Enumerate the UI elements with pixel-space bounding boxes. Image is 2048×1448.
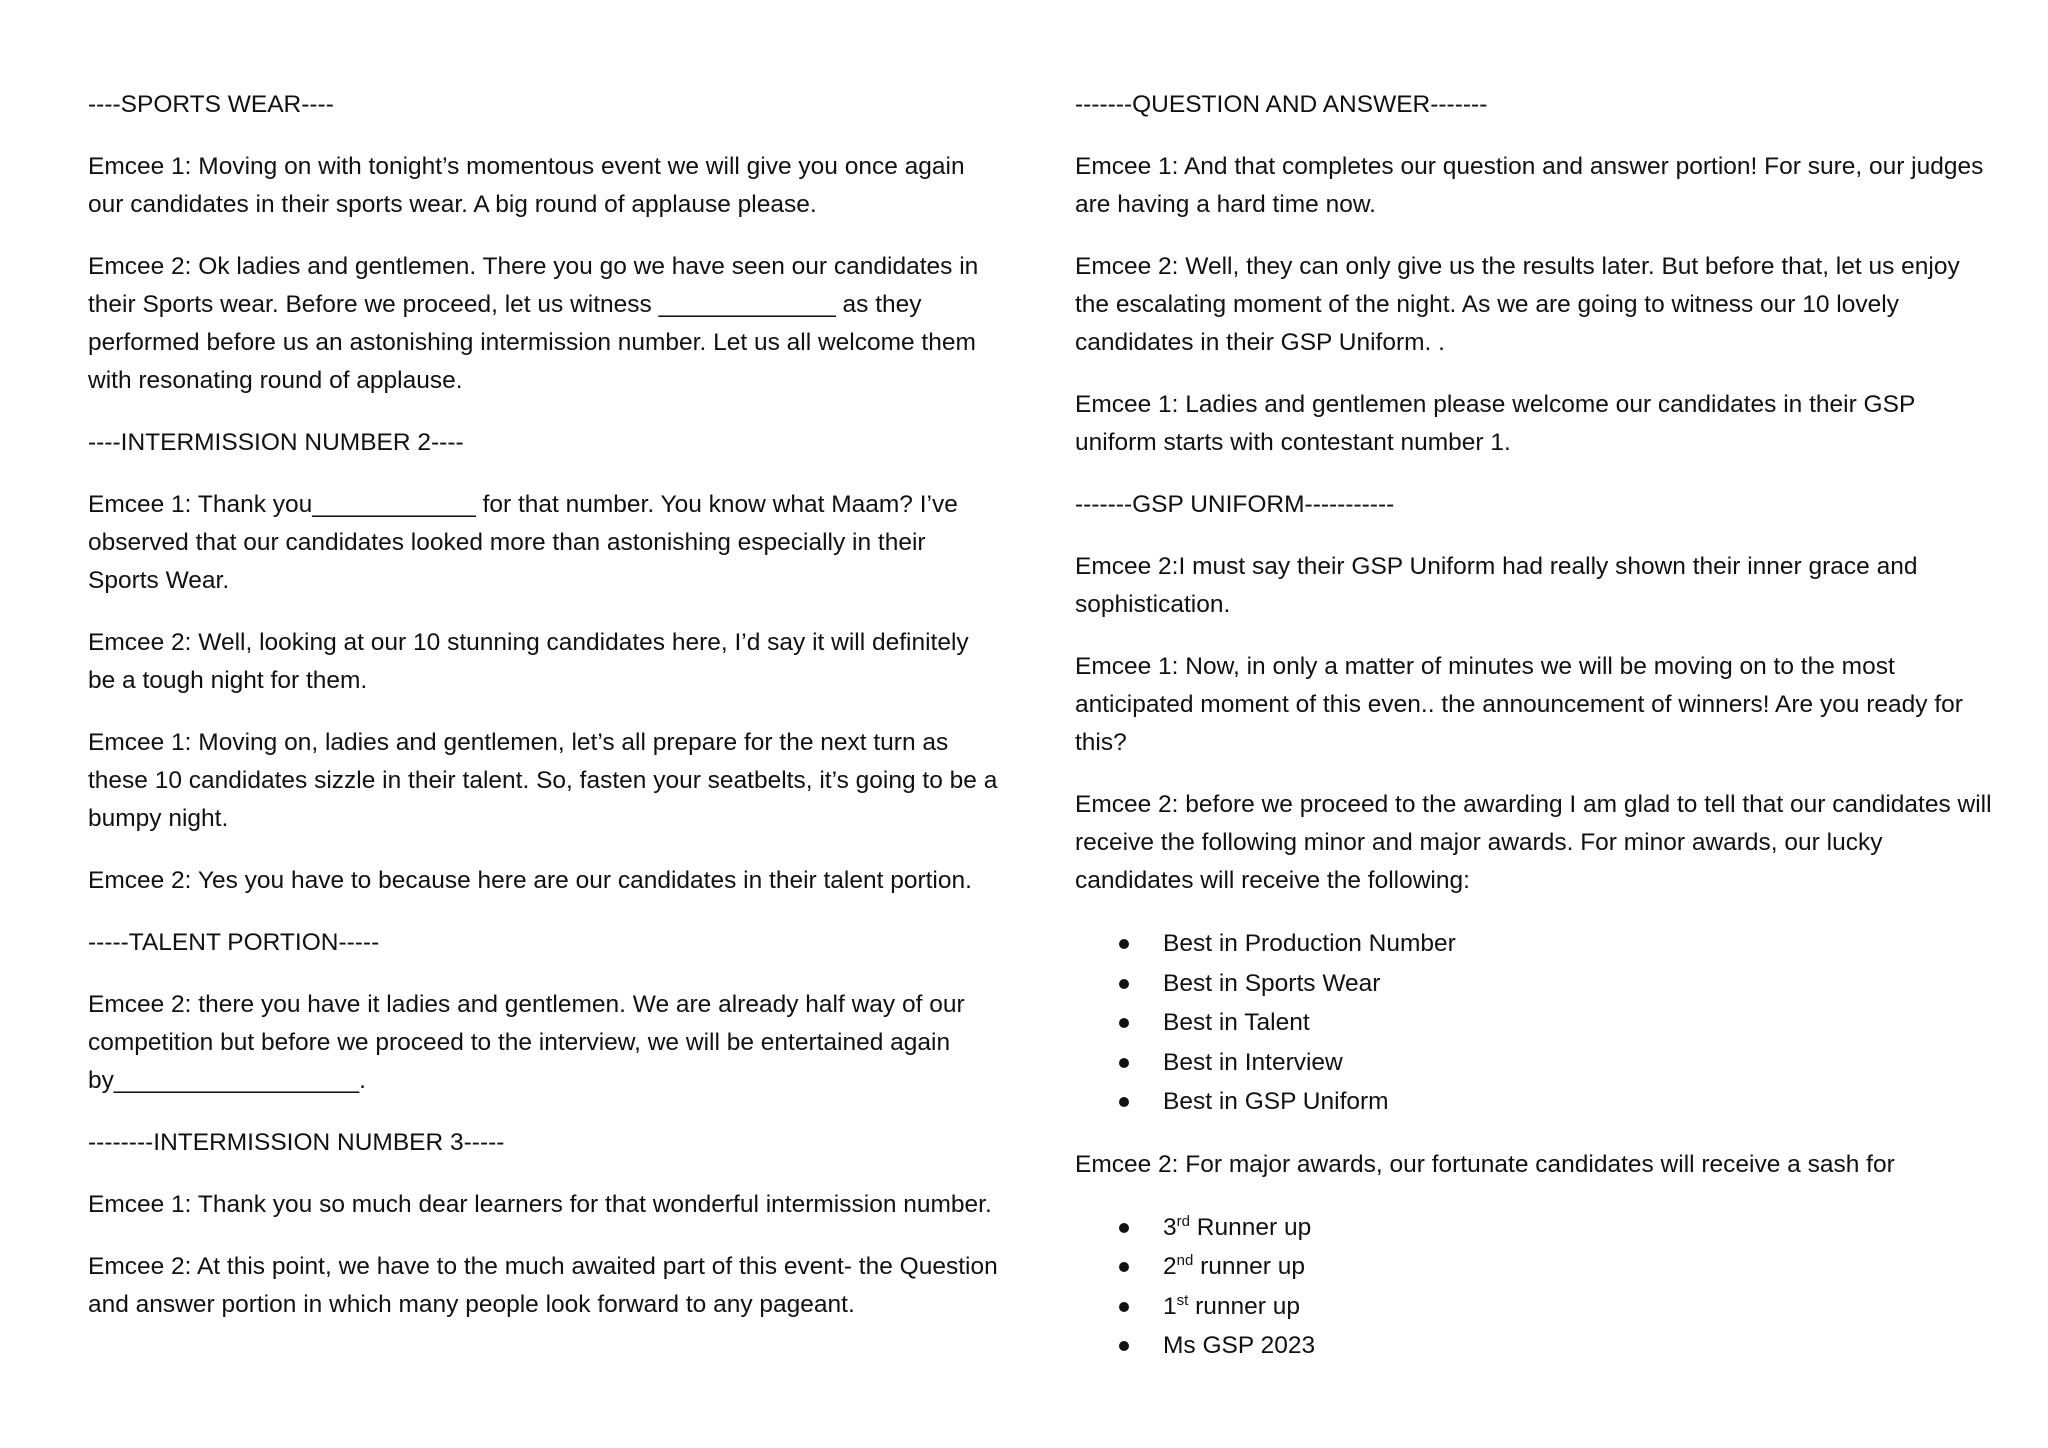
award-label: Best in GSP Uniform [1163, 1088, 1389, 1115]
paragraph: Emcee 2: Ok ladies and gentlemen. There you go we have seen our candidates in their Sports wear. Before we proceed, let us witness _____________ as they performed before us an astonishing intermission number. Let us all welcome them with resonating round of applause. [88, 253, 979, 394]
paragraph: Emcee 2: At this point, we have to the much awaited part of this event- the Question and answer portion in which many people look forward to any pageant. [88, 1253, 998, 1318]
heading-talent-portion: -----TALENT PORTION----- [88, 929, 380, 956]
list-item [1075, 1003, 1995, 1043]
paragraph: Emcee 2: before we proceed to the awarding I am glad to tell that our candidates will receive the following minor and major awards. For minor awards, our lucky candidates will receive the following: [1075, 791, 1992, 894]
paragraph: Emcee 2: Well, looking at our 10 stunning candidates here, I’d say it will definitely be a tough night for them. [88, 629, 969, 694]
list-item [1075, 964, 1995, 1004]
minor-awards-list [1075, 924, 1995, 1122]
award-label: Best in Talent [1163, 1009, 1310, 1036]
left-column [88, 86, 998, 1348]
award-label: Ms GSP 2023 [1163, 1332, 1316, 1359]
list-item [1075, 1082, 1995, 1122]
bullet-icon [1119, 1097, 1129, 1107]
bullet-icon [1119, 939, 1129, 949]
list-item [1075, 1326, 1995, 1366]
paragraph: Emcee 1: Moving on, ladies and gentlemen, let’s all prepare for the next turn as these 10 candidates sizzle in their talent. So, fasten your seatbelts, it’s going to be a bumpy night. [88, 729, 998, 832]
paragraph: Emcee 2: For major awards, our fortunate candidates will receive a sash for [1075, 1150, 1895, 1178]
bullet-icon [1119, 979, 1129, 989]
award-label: Runner up [1189, 1213, 1312, 1241]
list-item [1075, 1208, 1995, 1248]
bullet-icon [1119, 1302, 1129, 1312]
bullet-icon [1119, 1341, 1129, 1351]
major-awards-list [1075, 1208, 1995, 1366]
list-item [1075, 1247, 1995, 1287]
list-item [1075, 1287, 1995, 1327]
award-number: 1 [1163, 1292, 1177, 1320]
heading-intermission-3: --------INTERMISSION NUMBER 3----- [88, 1129, 505, 1156]
ordinal-suffix: rd [1176, 1212, 1190, 1230]
paragraph: Emcee 1: Moving on with tonight’s momentous event we will give you once again our candidates in their sports wear. A big round of applause please. [88, 153, 965, 218]
paragraph: Emcee 2: there you have it ladies and gentlemen. We are already half way of our competition but before we proceed to the interview, we will be entertained again by__________________. [88, 991, 965, 1094]
bullet-icon [1119, 1018, 1129, 1028]
list-item [1075, 924, 1995, 964]
list-item [1075, 1043, 1995, 1083]
heading-question-and-answer: -------QUESTION AND ANSWER------- [1075, 91, 1488, 118]
paragraph: Emcee 2: Well, they can only give us the results later. But before that, let us enjoy the escalating moment of the night. As we are going to witness our 10 lovely candidates in their GSP Uniform. . [1075, 253, 1960, 356]
ordinal-suffix: st [1176, 1291, 1189, 1309]
paragraph: Emcee 2:I must say their GSP Uniform had really shown their inner grace and sophistication. [1075, 553, 1918, 618]
award-label: Best in Production Number [1163, 930, 1456, 957]
ordinal-suffix: nd [1176, 1251, 1194, 1269]
paragraph: Emcee 1: And that completes our question and answer portion! For sure, our judges are having a hard time now. [1075, 153, 1984, 218]
bullet-icon [1119, 1223, 1129, 1233]
heading-gsp-uniform: -------GSP UNIFORM----------- [1075, 491, 1395, 518]
award-label: runner up [1193, 1253, 1306, 1280]
heading-sports-wear: ----SPORTS WEAR---- [88, 91, 334, 118]
award-number: 2 [1163, 1253, 1177, 1280]
award-number: 3 [1163, 1213, 1177, 1241]
award-label: runner up [1188, 1292, 1300, 1320]
paragraph: Emcee 1: Ladies and gentlemen please welcome our candidates in their GSP uniform starts with contestant number 1. [1075, 391, 1915, 456]
paragraph: Emcee 1: Thank you so much dear learners for that wonderful intermission number. [88, 1191, 992, 1218]
paragraph: Emcee 1: Now, in only a matter of minutes we will be moving on to the most anticipated moment of this even.. the announcement of winners! Are you ready for this? [1075, 653, 1963, 756]
paragraph: Emcee 2: Yes you have to because here are our candidates in their talent portion. [88, 867, 972, 894]
heading-intermission-2: ----INTERMISSION NUMBER 2---- [88, 429, 464, 456]
bullet-icon [1119, 1262, 1129, 1272]
award-label: Best in Interview [1163, 1048, 1343, 1076]
bullet-icon [1119, 1058, 1129, 1068]
paragraph: Emcee 1: Thank you____________ for that number. You know what Maam? I’ve observed that our candidates looked more than astonishing especially in their Sports Wear. [88, 491, 958, 594]
right-column [1075, 86, 1995, 1390]
award-label: Best in Sports Wear [1163, 969, 1381, 997]
